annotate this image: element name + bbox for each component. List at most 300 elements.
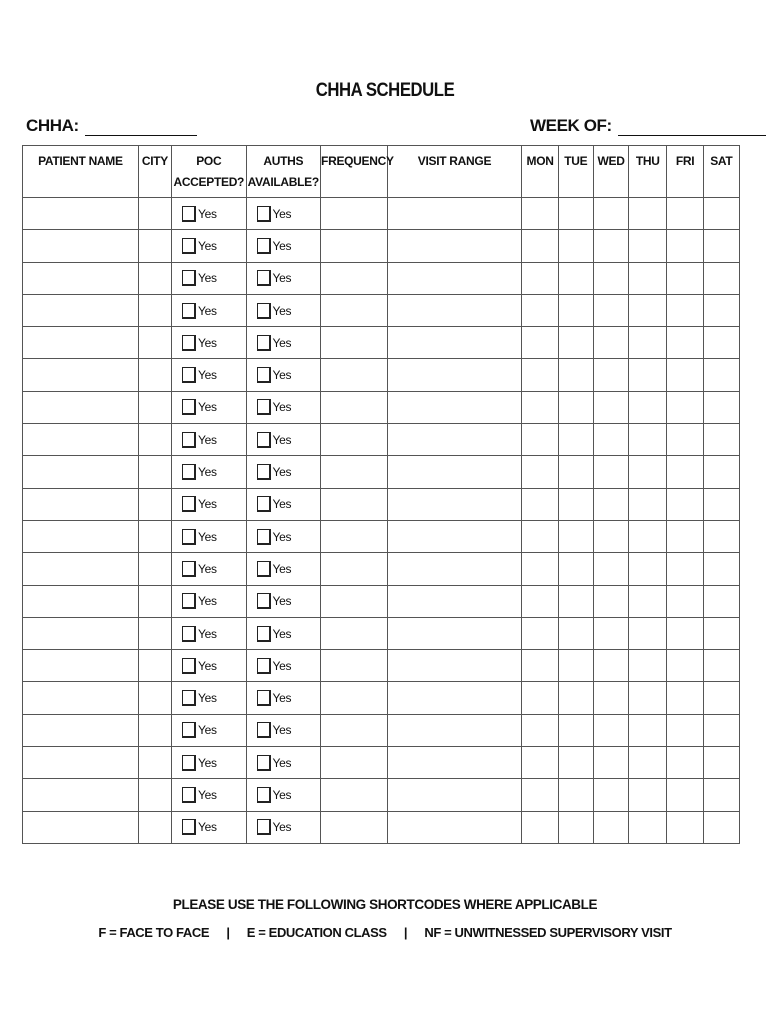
checkbox-icon[interactable] <box>182 206 196 222</box>
checkbox-icon[interactable] <box>257 270 271 286</box>
cell-patient[interactable] <box>23 198 139 230</box>
column-header-patient <box>23 146 139 198</box>
checkbox-icon[interactable] <box>257 722 271 738</box>
cell-wed[interactable] <box>593 488 628 520</box>
cell-mon[interactable] <box>522 682 558 714</box>
cell-patient[interactable] <box>23 294 139 326</box>
cell-patient[interactable] <box>23 617 139 649</box>
checkbox-label: Yes <box>198 691 217 706</box>
cell-mon[interactable] <box>522 714 558 746</box>
auths-checkbox-option[interactable] <box>247 238 321 254</box>
cell-city[interactable] <box>138 456 171 488</box>
cell-tue[interactable] <box>558 359 593 391</box>
checkbox-icon[interactable] <box>257 399 271 415</box>
cell-thu[interactable] <box>629 520 667 552</box>
cell-fri[interactable] <box>667 714 703 746</box>
cell-frequency[interactable] <box>321 327 387 359</box>
cell-sat[interactable] <box>703 682 739 714</box>
cell-city[interactable] <box>138 359 171 391</box>
cell-frequency[interactable] <box>321 488 387 520</box>
cell-fri[interactable] <box>667 617 703 649</box>
cell-sat[interactable] <box>703 811 739 843</box>
chha-input-line[interactable] <box>85 117 197 136</box>
header-row <box>23 146 740 198</box>
cell-mon[interactable] <box>522 327 558 359</box>
cell-wed[interactable] <box>593 391 628 423</box>
cell-thu[interactable] <box>629 682 667 714</box>
auths-checkbox-option[interactable] <box>247 367 321 383</box>
checkbox-icon[interactable] <box>182 303 196 319</box>
cell-sat[interactable] <box>703 359 739 391</box>
cell-visit_range[interactable] <box>387 779 522 811</box>
cell-fri[interactable] <box>667 359 703 391</box>
cell-tue[interactable] <box>558 650 593 682</box>
cell-tue[interactable] <box>558 617 593 649</box>
cell-city[interactable] <box>138 682 171 714</box>
cell-thu[interactable] <box>629 198 667 230</box>
cell-patient[interactable] <box>23 682 139 714</box>
cell-tue[interactable] <box>558 811 593 843</box>
cell-frequency[interactable] <box>321 617 387 649</box>
cell-frequency[interactable] <box>321 682 387 714</box>
cell-city[interactable] <box>138 262 171 294</box>
cell-mon[interactable] <box>522 424 558 456</box>
cell-frequency[interactable] <box>321 811 387 843</box>
cell-frequency[interactable] <box>321 714 387 746</box>
auths-checkbox-option[interactable] <box>247 658 321 674</box>
checkbox-icon[interactable] <box>182 464 196 480</box>
cell-frequency[interactable] <box>321 650 387 682</box>
cell-fri[interactable] <box>667 327 703 359</box>
cell-mon[interactable] <box>522 811 558 843</box>
cell-fri[interactable] <box>667 294 703 326</box>
auths-checkbox-option[interactable] <box>247 787 321 803</box>
cell-tue[interactable] <box>558 262 593 294</box>
cell-tue[interactable] <box>558 682 593 714</box>
cell-visit_range[interactable] <box>387 488 522 520</box>
cell-mon[interactable] <box>522 262 558 294</box>
cell-wed[interactable] <box>593 650 628 682</box>
checkbox-icon[interactable] <box>257 464 271 480</box>
checkbox-icon[interactable] <box>182 722 196 738</box>
auths-checkbox-option[interactable] <box>247 496 321 512</box>
cell-sat[interactable] <box>703 488 739 520</box>
checkbox-label: Yes <box>272 303 292 318</box>
cell-thu[interactable] <box>629 327 667 359</box>
cell-mon[interactable] <box>522 488 558 520</box>
cell-visit_range[interactable] <box>387 650 522 682</box>
cell-tue[interactable] <box>558 747 593 779</box>
checkbox-label: Yes <box>272 658 292 673</box>
checkbox-icon[interactable] <box>182 432 196 448</box>
auths-checkbox-option[interactable] <box>247 722 321 738</box>
cell-sat[interactable] <box>703 520 739 552</box>
cell-frequency[interactable] <box>321 359 387 391</box>
cell-patient[interactable] <box>23 585 139 617</box>
cell-visit_range[interactable] <box>387 456 522 488</box>
checkbox-label: Yes <box>198 723 217 738</box>
checkbox-icon[interactable] <box>257 561 271 577</box>
checkbox-icon[interactable] <box>182 238 196 254</box>
cell-fri[interactable] <box>667 488 703 520</box>
poc-checkbox-option[interactable] <box>172 787 246 803</box>
checkbox-icon[interactable] <box>257 206 271 222</box>
cell-mon[interactable] <box>522 456 558 488</box>
poc-checkbox-option[interactable] <box>172 755 246 771</box>
cell-visit_range[interactable] <box>387 327 522 359</box>
cell-mon[interactable] <box>522 747 558 779</box>
poc-checkbox-option[interactable] <box>172 367 246 383</box>
cell-wed[interactable] <box>593 424 628 456</box>
cell-visit_range[interactable] <box>387 811 522 843</box>
cell-fri[interactable] <box>667 262 703 294</box>
cell-poc <box>172 456 247 488</box>
cell-poc <box>172 327 247 359</box>
auths-checkbox-option[interactable] <box>247 270 321 286</box>
checkbox-icon[interactable] <box>257 755 271 771</box>
cell-sat[interactable] <box>703 327 739 359</box>
cell-thu[interactable] <box>629 617 667 649</box>
table-row <box>23 294 740 326</box>
checkbox-icon[interactable] <box>257 303 271 319</box>
poc-checkbox-option[interactable] <box>172 658 246 674</box>
auths-checkbox-option[interactable] <box>247 593 321 609</box>
cell-wed[interactable] <box>593 456 628 488</box>
cell-city[interactable] <box>138 424 171 456</box>
auths-checkbox-option[interactable] <box>247 432 321 448</box>
poc-checkbox-option[interactable] <box>172 270 246 286</box>
cell-thu[interactable] <box>629 553 667 585</box>
checkbox-icon[interactable] <box>182 787 196 803</box>
poc-checkbox-option[interactable] <box>172 335 246 351</box>
checkbox-icon[interactable] <box>182 690 196 706</box>
auths-checkbox-option[interactable] <box>247 206 321 222</box>
poc-checkbox-option[interactable] <box>172 496 246 512</box>
cell-tue[interactable] <box>558 714 593 746</box>
poc-checkbox-option[interactable] <box>172 238 246 254</box>
cell-frequency[interactable] <box>321 391 387 423</box>
cell-wed[interactable] <box>593 359 628 391</box>
checkbox-icon[interactable] <box>182 529 196 545</box>
auths-checkbox-option[interactable] <box>247 626 321 642</box>
cell-patient[interactable] <box>23 391 139 423</box>
cell-tue[interactable] <box>558 327 593 359</box>
cell-frequency[interactable] <box>321 198 387 230</box>
cell-sat[interactable] <box>703 198 739 230</box>
cell-wed[interactable] <box>593 811 628 843</box>
cell-city[interactable] <box>138 391 171 423</box>
cell-wed[interactable] <box>593 714 628 746</box>
cell-patient[interactable] <box>23 359 139 391</box>
cell-sat[interactable] <box>703 617 739 649</box>
cell-frequency[interactable] <box>321 262 387 294</box>
auths-checkbox-option[interactable] <box>247 819 321 835</box>
checkbox-icon[interactable] <box>257 626 271 642</box>
cell-mon[interactable] <box>522 198 558 230</box>
cell-visit_range[interactable] <box>387 520 522 552</box>
poc-checkbox-option[interactable] <box>172 399 246 415</box>
checkbox-icon[interactable] <box>257 432 271 448</box>
cell-sat[interactable] <box>703 553 739 585</box>
cell-visit_range[interactable] <box>387 714 522 746</box>
cell-wed[interactable] <box>593 682 628 714</box>
poc-checkbox-option[interactable] <box>172 206 246 222</box>
checkbox-icon[interactable] <box>182 270 196 286</box>
cell-tue[interactable] <box>558 779 593 811</box>
poc-checkbox-option[interactable] <box>172 464 246 480</box>
cell-sat[interactable] <box>703 391 739 423</box>
checkbox-icon[interactable] <box>182 755 196 771</box>
cell-mon[interactable] <box>522 553 558 585</box>
cell-wed[interactable] <box>593 294 628 326</box>
auths-checkbox-option[interactable] <box>247 464 321 480</box>
cell-patient[interactable] <box>23 488 139 520</box>
cell-frequency[interactable] <box>321 456 387 488</box>
cell-frequency[interactable] <box>321 230 387 262</box>
column-header-fri <box>667 146 703 198</box>
cell-tue[interactable] <box>558 424 593 456</box>
cell-wed[interactable] <box>593 198 628 230</box>
checkbox-icon[interactable] <box>182 819 196 835</box>
cell-patient[interactable] <box>23 520 139 552</box>
auths-checkbox-option[interactable] <box>247 529 321 545</box>
cell-thu[interactable] <box>629 747 667 779</box>
checkbox-icon[interactable] <box>257 593 271 609</box>
cell-thu[interactable] <box>629 424 667 456</box>
cell-tue[interactable] <box>558 585 593 617</box>
cell-fri[interactable] <box>667 198 703 230</box>
cell-fri[interactable] <box>667 811 703 843</box>
cell-visit_range[interactable] <box>387 294 522 326</box>
cell-patient[interactable] <box>23 424 139 456</box>
cell-city[interactable] <box>138 230 171 262</box>
cell-visit_range[interactable] <box>387 553 522 585</box>
cell-patient[interactable] <box>23 327 139 359</box>
checkbox-icon[interactable] <box>257 658 271 674</box>
cell-mon[interactable] <box>522 617 558 649</box>
poc-checkbox-option[interactable] <box>172 561 246 577</box>
cell-visit_range[interactable] <box>387 424 522 456</box>
cell-wed[interactable] <box>593 617 628 649</box>
auths-checkbox-option[interactable] <box>247 399 321 415</box>
cell-tue[interactable] <box>558 456 593 488</box>
cell-sat[interactable] <box>703 424 739 456</box>
cell-mon[interactable] <box>522 779 558 811</box>
cell-fri[interactable] <box>667 424 703 456</box>
cell-patient[interactable] <box>23 230 139 262</box>
poc-checkbox-option[interactable] <box>172 819 246 835</box>
checkbox-icon[interactable] <box>257 238 271 254</box>
cell-tue[interactable] <box>558 294 593 326</box>
cell-city[interactable] <box>138 779 171 811</box>
cell-tue[interactable] <box>558 520 593 552</box>
checkbox-icon[interactable] <box>182 335 196 351</box>
cell-sat[interactable] <box>703 650 739 682</box>
cell-fri[interactable] <box>667 682 703 714</box>
cell-visit_range[interactable] <box>387 682 522 714</box>
cell-thu[interactable] <box>629 650 667 682</box>
cell-patient[interactable] <box>23 553 139 585</box>
checkbox-icon[interactable] <box>182 658 196 674</box>
poc-checkbox-option[interactable] <box>172 690 246 706</box>
auths-checkbox-option[interactable] <box>247 690 321 706</box>
cell-thu[interactable] <box>629 294 667 326</box>
cell-fri[interactable] <box>667 650 703 682</box>
cell-auths <box>246 650 321 682</box>
checkbox-icon[interactable] <box>182 367 196 383</box>
cell-fri[interactable] <box>667 456 703 488</box>
cell-sat[interactable] <box>703 585 739 617</box>
checkbox-icon[interactable] <box>182 561 196 577</box>
cell-visit_range[interactable] <box>387 262 522 294</box>
cell-thu[interactable] <box>629 230 667 262</box>
cell-city[interactable] <box>138 714 171 746</box>
cell-mon[interactable] <box>522 359 558 391</box>
cell-wed[interactable] <box>593 779 628 811</box>
cell-patient[interactable] <box>23 262 139 294</box>
column-header-label: WED <box>597 154 625 168</box>
cell-frequency[interactable] <box>321 779 387 811</box>
cell-thu[interactable] <box>629 391 667 423</box>
cell-wed[interactable] <box>593 230 628 262</box>
cell-city[interactable] <box>138 520 171 552</box>
cell-city[interactable] <box>138 327 171 359</box>
poc-checkbox-option[interactable] <box>172 303 246 319</box>
cell-poc <box>172 617 247 649</box>
cell-fri[interactable] <box>667 585 703 617</box>
cell-fri[interactable] <box>667 553 703 585</box>
cell-tue[interactable] <box>558 198 593 230</box>
column-header-label: FREQUENCY <box>321 154 394 168</box>
cell-wed[interactable] <box>593 553 628 585</box>
cell-visit_range[interactable] <box>387 617 522 649</box>
auths-checkbox-option[interactable] <box>247 755 321 771</box>
cell-city[interactable] <box>138 747 171 779</box>
cell-thu[interactable] <box>629 811 667 843</box>
cell-thu[interactable] <box>629 488 667 520</box>
cell-frequency[interactable] <box>321 294 387 326</box>
checkbox-icon[interactable] <box>257 819 271 835</box>
cell-thu[interactable] <box>629 456 667 488</box>
cell-wed[interactable] <box>593 585 628 617</box>
cell-visit_range[interactable] <box>387 230 522 262</box>
cell-sat[interactable] <box>703 230 739 262</box>
cell-poc <box>172 682 247 714</box>
checkbox-icon[interactable] <box>182 399 196 415</box>
cell-thu[interactable] <box>629 359 667 391</box>
cell-patient[interactable] <box>23 650 139 682</box>
column-header-label: AUTHS <box>263 154 304 168</box>
cell-visit_range[interactable] <box>387 391 522 423</box>
cell-auths <box>246 488 321 520</box>
cell-tue[interactable] <box>558 488 593 520</box>
cell-mon[interactable] <box>522 294 558 326</box>
checkbox-icon[interactable] <box>257 335 271 351</box>
cell-tue[interactable] <box>558 230 593 262</box>
cell-tue[interactable] <box>558 553 593 585</box>
cell-city[interactable] <box>138 553 171 585</box>
cell-sat[interactable] <box>703 456 739 488</box>
checkbox-icon[interactable] <box>257 690 271 706</box>
checkbox-icon[interactable] <box>257 496 271 512</box>
cell-frequency[interactable] <box>321 553 387 585</box>
poc-checkbox-option[interactable] <box>172 529 246 545</box>
cell-fri[interactable] <box>667 779 703 811</box>
checkbox-icon[interactable] <box>257 787 271 803</box>
checkbox-icon[interactable] <box>257 529 271 545</box>
cell-fri[interactable] <box>667 230 703 262</box>
cell-mon[interactable] <box>522 520 558 552</box>
cell-patient[interactable] <box>23 779 139 811</box>
cell-mon[interactable] <box>522 230 558 262</box>
cell-thu[interactable] <box>629 262 667 294</box>
cell-mon[interactable] <box>522 391 558 423</box>
cell-sat[interactable] <box>703 262 739 294</box>
cell-mon[interactable] <box>522 585 558 617</box>
cell-visit_range[interactable] <box>387 198 522 230</box>
cell-city[interactable] <box>138 198 171 230</box>
cell-visit_range[interactable] <box>387 747 522 779</box>
cell-thu[interactable] <box>629 585 667 617</box>
auths-checkbox-option[interactable] <box>247 303 321 319</box>
auths-checkbox-option[interactable] <box>247 335 321 351</box>
poc-checkbox-option[interactable] <box>172 722 246 738</box>
cell-auths <box>246 811 321 843</box>
cell-frequency[interactable] <box>321 520 387 552</box>
auths-checkbox-option[interactable] <box>247 561 321 577</box>
cell-wed[interactable] <box>593 520 628 552</box>
cell-sat[interactable] <box>703 714 739 746</box>
checkbox-icon[interactable] <box>182 593 196 609</box>
poc-checkbox-option[interactable] <box>172 626 246 642</box>
cell-thu[interactable] <box>629 714 667 746</box>
cell-frequency[interactable] <box>321 585 387 617</box>
cell-wed[interactable] <box>593 747 628 779</box>
cell-city[interactable] <box>138 585 171 617</box>
week-of-input-line[interactable] <box>618 117 766 136</box>
checkbox-icon[interactable] <box>182 496 196 512</box>
cell-tue[interactable] <box>558 391 593 423</box>
poc-checkbox-option[interactable] <box>172 593 246 609</box>
cell-sat[interactable] <box>703 779 739 811</box>
cell-mon[interactable] <box>522 650 558 682</box>
cell-patient[interactable] <box>23 811 139 843</box>
cell-fri[interactable] <box>667 391 703 423</box>
cell-frequency[interactable] <box>321 424 387 456</box>
cell-city[interactable] <box>138 488 171 520</box>
cell-wed[interactable] <box>593 327 628 359</box>
cell-fri[interactable] <box>667 520 703 552</box>
cell-city[interactable] <box>138 294 171 326</box>
cell-thu[interactable] <box>629 779 667 811</box>
cell-frequency[interactable] <box>321 747 387 779</box>
cell-fri[interactable] <box>667 747 703 779</box>
cell-city[interactable] <box>138 811 171 843</box>
cell-patient[interactable] <box>23 456 139 488</box>
cell-patient[interactable] <box>23 747 139 779</box>
cell-city[interactable] <box>138 650 171 682</box>
cell-wed[interactable] <box>593 262 628 294</box>
cell-visit_range[interactable] <box>387 585 522 617</box>
poc-checkbox-option[interactable] <box>172 432 246 448</box>
checkbox-icon[interactable] <box>257 367 271 383</box>
cell-visit_range[interactable] <box>387 359 522 391</box>
cell-sat[interactable] <box>703 294 739 326</box>
cell-sat[interactable] <box>703 747 739 779</box>
cell-city[interactable] <box>138 617 171 649</box>
cell-patient[interactable] <box>23 714 139 746</box>
checkbox-icon[interactable] <box>182 626 196 642</box>
